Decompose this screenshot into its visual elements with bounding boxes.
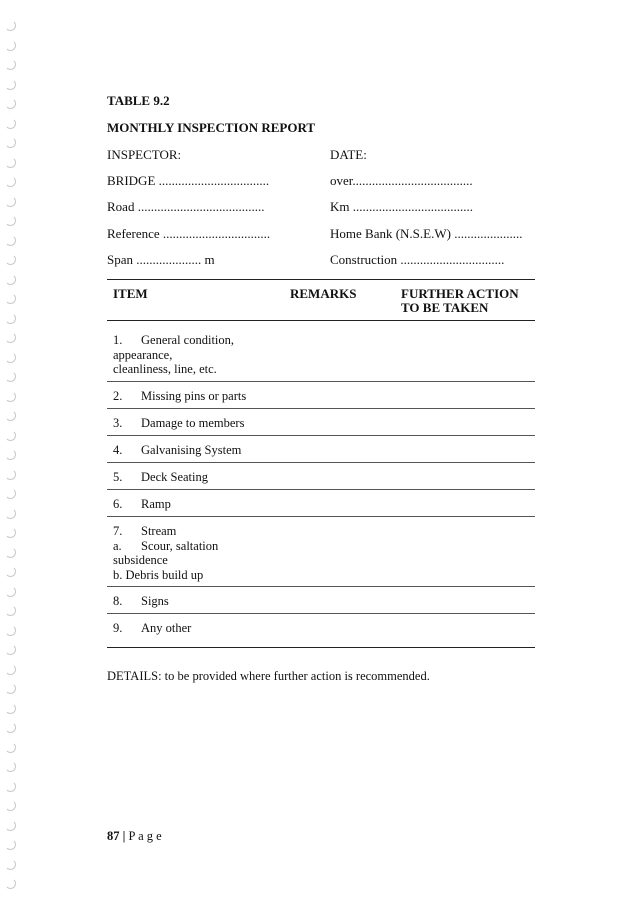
header-rule bbox=[107, 320, 535, 321]
row-text: Signs bbox=[141, 594, 169, 608]
row-divider bbox=[107, 381, 535, 382]
span-field: Span .................... m bbox=[107, 252, 215, 267]
binding-hole bbox=[5, 586, 16, 597]
header-further-action-line1: FURTHER ACTION bbox=[401, 286, 519, 301]
row-text: Galvanising System bbox=[141, 443, 242, 457]
binding-hole bbox=[5, 742, 16, 753]
row-text: Damage to members bbox=[141, 416, 245, 430]
binding-hole bbox=[5, 683, 16, 694]
binding-hole bbox=[5, 40, 16, 51]
row-divider bbox=[107, 516, 535, 517]
table-label: TABLE 9.2 bbox=[107, 93, 170, 108]
road-field: Road ....................................... bbox=[107, 199, 265, 214]
row-divider bbox=[107, 435, 535, 436]
table-row bbox=[113, 333, 234, 377]
row-divider bbox=[107, 462, 535, 463]
binding-hole bbox=[5, 352, 16, 363]
row-text: Missing pins or parts bbox=[141, 389, 247, 403]
row-number: 8. bbox=[113, 594, 123, 608]
sub-item-text: Scour, saltation bbox=[141, 538, 219, 553]
binding-hole bbox=[5, 20, 16, 31]
binding-hole bbox=[5, 157, 16, 168]
binding-hole bbox=[5, 449, 16, 460]
binding-hole bbox=[5, 703, 16, 714]
binding-hole bbox=[5, 79, 16, 90]
date-field: DATE: bbox=[330, 147, 367, 162]
binding-hole bbox=[5, 859, 16, 870]
binding-hole bbox=[5, 839, 16, 850]
binding-hole bbox=[5, 820, 16, 831]
binding-hole bbox=[5, 196, 16, 207]
binding-hole bbox=[5, 176, 16, 187]
row-divider bbox=[107, 586, 535, 587]
binding-hole bbox=[5, 800, 16, 811]
home-bank-field: Home Bank (N.S.E.W) ..................... bbox=[330, 226, 523, 241]
binding-hole bbox=[5, 410, 16, 421]
table-bottom-rule bbox=[107, 647, 535, 648]
binding-hole bbox=[5, 469, 16, 480]
row-number: 1. bbox=[113, 333, 123, 347]
row-text-continued: subsidence bbox=[113, 553, 168, 567]
binding-hole bbox=[5, 59, 16, 70]
binding-hole bbox=[5, 527, 16, 538]
binding-hole bbox=[5, 878, 16, 889]
row-number: 7. bbox=[113, 524, 123, 538]
header-further-action-line2: TO BE TAKEN bbox=[401, 300, 489, 315]
binding-hole bbox=[5, 430, 16, 441]
binding-hole bbox=[5, 371, 16, 382]
over-field: over..................................... bbox=[330, 173, 473, 188]
binding-hole bbox=[5, 547, 16, 558]
row-divider bbox=[107, 489, 535, 490]
row-text-continued: cleanliness, line, etc. bbox=[113, 362, 217, 376]
binding-hole bbox=[5, 488, 16, 499]
row-divider bbox=[107, 408, 535, 409]
page-separator: | bbox=[122, 829, 126, 843]
sub-item-letter: a. bbox=[113, 538, 122, 553]
row-number: 4. bbox=[113, 443, 123, 457]
table-row bbox=[113, 389, 246, 404]
table-row bbox=[113, 594, 169, 609]
bridge-field: BRIDGE .................................. bbox=[107, 173, 270, 188]
binding-hole bbox=[5, 761, 16, 772]
binding-hole bbox=[5, 664, 16, 675]
row-text: Deck Seating bbox=[141, 470, 208, 484]
construction-field: Construction ................................ bbox=[330, 252, 505, 267]
header-remarks: REMARKS bbox=[290, 286, 357, 301]
km-field: Km ..................................... bbox=[330, 199, 473, 214]
row-number: 5. bbox=[113, 470, 123, 484]
header-item: ITEM bbox=[113, 286, 148, 301]
row-text: General condition, bbox=[141, 333, 235, 347]
page-word: P a g e bbox=[128, 829, 162, 843]
binding-hole bbox=[5, 391, 16, 402]
table-row bbox=[113, 621, 191, 636]
row-text: Any other bbox=[141, 621, 192, 635]
binding-hole bbox=[5, 625, 16, 636]
binding-hole bbox=[5, 508, 16, 519]
reference-field: Reference ................................. bbox=[107, 226, 271, 241]
report-title: MONTHLY INSPECTION REPORT bbox=[107, 120, 316, 135]
binding-hole bbox=[5, 98, 16, 109]
binding-hole bbox=[5, 313, 16, 324]
row-text-continued: b. Debris build up bbox=[113, 567, 204, 582]
row-divider bbox=[107, 613, 535, 614]
row-number: 2. bbox=[113, 389, 123, 403]
table-row bbox=[113, 497, 171, 512]
binding-hole bbox=[5, 293, 16, 304]
inspector-field: INSPECTOR: bbox=[107, 147, 182, 162]
page-number: 87 bbox=[107, 829, 120, 843]
table-row bbox=[113, 416, 244, 431]
binding-holes bbox=[0, 0, 22, 901]
binding-hole bbox=[5, 605, 16, 616]
binding-hole bbox=[5, 274, 16, 285]
row-number: 9. bbox=[113, 621, 123, 635]
binding-hole bbox=[5, 235, 16, 246]
page-footer bbox=[107, 829, 162, 844]
binding-hole bbox=[5, 137, 16, 148]
row-number: 6. bbox=[113, 497, 123, 511]
binding-hole bbox=[5, 644, 16, 655]
binding-hole bbox=[5, 781, 16, 792]
table-top-rule bbox=[107, 279, 535, 280]
binding-hole bbox=[5, 254, 16, 265]
row-text: Ramp bbox=[141, 497, 171, 511]
row-text-continued: appearance, bbox=[113, 347, 173, 362]
binding-hole bbox=[5, 722, 16, 733]
table-row bbox=[113, 470, 208, 485]
row-text: Stream bbox=[141, 524, 177, 538]
binding-hole bbox=[5, 215, 16, 226]
binding-hole bbox=[5, 118, 16, 129]
binding-hole bbox=[5, 566, 16, 577]
row-number: 3. bbox=[113, 416, 123, 430]
binding-hole bbox=[5, 332, 16, 343]
table-row bbox=[113, 524, 218, 582]
table-row bbox=[113, 443, 241, 458]
details-note: DETAILS: to be provided where further action is recommended. bbox=[107, 669, 430, 683]
